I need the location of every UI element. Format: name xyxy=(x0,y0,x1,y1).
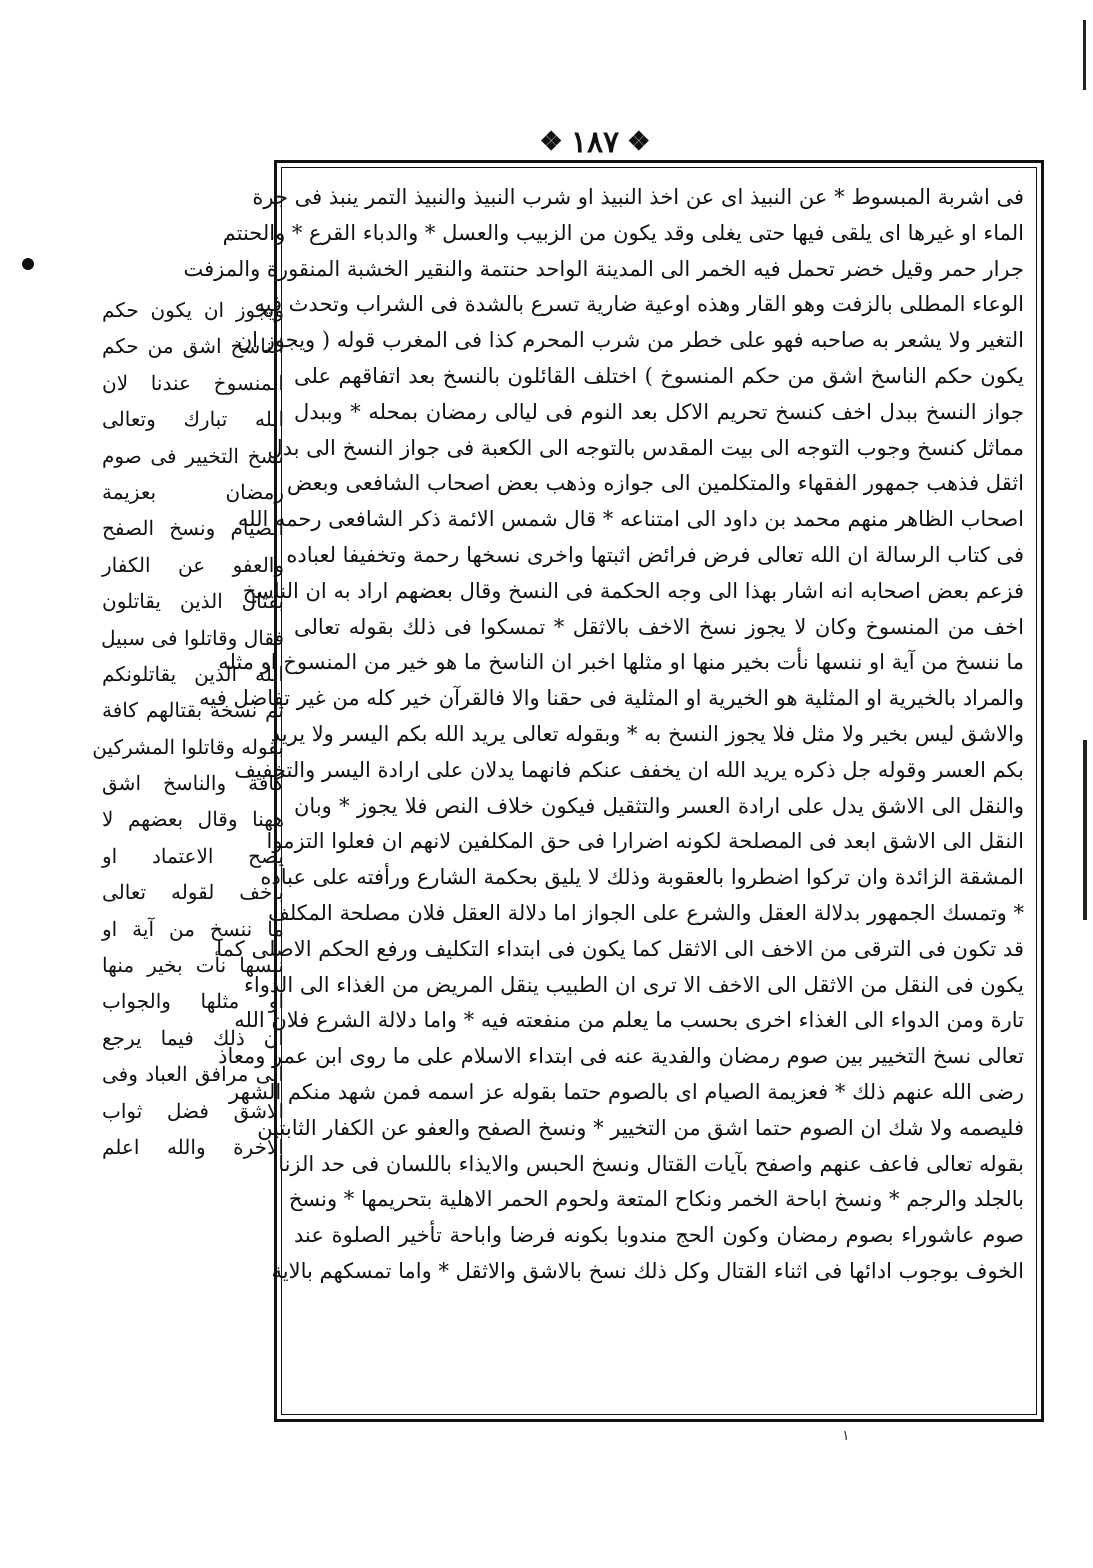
margin-text-line: الصيام ونسخ الصفح xyxy=(102,516,284,541)
main-text-line: تعالى نسخ التخيير بين صوم رمضان والفدية عنه فى ابتداء الاسلام على ما روى ابن عمر ومعاذ xyxy=(218,1044,1024,1069)
page-number: ١٨٧ xyxy=(570,124,620,160)
margin-text-line: فقال وقاتلوا فى سبيل xyxy=(101,625,284,650)
margin-text-line: الاخرة والله اعلم xyxy=(102,1134,284,1159)
margin-text-line: يصح الاعتماد او xyxy=(102,843,284,868)
main-text-line: والنقل الى الاشق يدل على ارادة العسر والتثقيل فيكون خلاف النص فلا يجوز * وبان xyxy=(294,793,1024,818)
main-text-line: ما ننسخ من آية او ننسها نأت بخير منها او مثلها اخبر ان الناسخ ما هو خير من المنسوخ او مثله xyxy=(218,650,1024,675)
main-text-line: التغير ولا يشعر به صاحبه فهو على خطر من شرب المحرم كذا فى المغرب قوله ( ويجوز ان xyxy=(236,328,1024,353)
margin-text-line: ههنا وقال بعضهم لا xyxy=(102,807,284,832)
main-text-line: صوم عاشوراء بصوم رمضان وكون الحج مندوبا بكونه فرضا واباحة تأخير الصلوة عند xyxy=(294,1223,1024,1248)
margin-text-line: والعفو عن الكفار xyxy=(102,552,284,577)
margin-text-line: ثم نسخه بقتالهم كافة xyxy=(102,698,284,723)
margin-text-line: الله الذين يقاتلونكم xyxy=(102,661,284,686)
main-text-line: بقوله تعالى فاعف عنهم واصفح بآيات القتال ونسخ الحبس والايذاء باللسان فى حد الزنا xyxy=(278,1151,1024,1176)
margin-commentary xyxy=(92,292,284,1252)
main-text-line: فزعم بعض اصحابه انه اشار بهذا الى وجه الحكمة فى النسخ وقال بعضهم اراد به ان الناسخ xyxy=(242,578,1024,603)
margin-text-line: ويجوز ان يكون حكم xyxy=(102,298,284,322)
bottom-mark: ١ xyxy=(842,1428,850,1444)
main-text-line: يكون حكم الناسخ اشق من حكم المنسوخ ) اختلف القائلون بالنسخ بعد اتفاقهم على xyxy=(294,363,1024,388)
margin-text-line: او مثلها والجواب xyxy=(102,989,284,1014)
main-text-line: الخوف بوجوب ادائها فى اثناء القتال وكل ذلك نسخ بالاشق والاثقل * واما تمسكهم بالاية xyxy=(271,1258,1024,1283)
main-text-line: المشقة الزائدة وان تركوا اضطروا بالعقوبة وذلك لا يليق بحكمة الشارع ورأفته على عباده xyxy=(260,865,1024,890)
ornament-icon: ❖ xyxy=(539,127,563,157)
main-text-line: والمراد بالخيرية او المثلية هو الخيرية او المثلية فى حقنا والا فالقرآن خير كله من غير تفاضل فيه xyxy=(199,686,1024,711)
margin-text-line: المنسوخ عندنا لان xyxy=(102,370,284,395)
margin-text-line: ما ننسخ من آية او xyxy=(102,916,284,941)
margin-text-line: الاشق فضل ثواب xyxy=(102,1098,284,1123)
main-text-line: يكون فى النقل من الاثقل الى الاخف الا ترى ان الطبيب ينقل المريض من الغذاء الى الدواء xyxy=(244,972,1024,997)
margin-text-line: رمضان بعزيمة xyxy=(102,479,284,504)
edge-rule-top xyxy=(1083,20,1086,90)
margin-text-line: الى مرافق العباد وفى xyxy=(102,1062,284,1087)
main-text-line: جرار حمر وقيل خضر تحمل فيه الخمر الى المدينة الواحد حنتمة والنقير الخشبة المنقورة والمزفت xyxy=(183,256,1024,281)
main-text-line: قد تكون فى الترقى من الاخف الى الاثقل كما يكون فى ابتداء التكليف ورفع الحكم الاصلى كما xyxy=(216,936,1024,961)
main-text-line: تارة ومن الدواء الى الغذاء اخرى بحسب ما يعلم من منفعته فيه * واما دلالة الشرع فلان الله xyxy=(234,1008,1024,1033)
margin-text-line: ننسها نأت بخير منها xyxy=(102,953,284,978)
margin-text-line: الله تبارك وتعالى xyxy=(102,407,284,432)
margin-text-line: باخف لقوله تعالى xyxy=(102,880,284,905)
main-text-line: اصحاب الظاهر منهم محمد بن داود الى امتناعه * قال شمس الائمة ذكر الشافعى رحمه الله xyxy=(237,507,1024,532)
margin-text-line: بقتال الذين يقاتلون xyxy=(102,589,284,614)
main-text-line: جواز النسخ ببدل اخف كنسخ تحريم الاكل بعد النوم فى ليالى رمضان بمحله * وببدل xyxy=(294,399,1024,424)
main-text-line: الوعاء المطلى بالزفت وهو القار وهذه اوعية ضارية تسرع بالشدة فى الشراب وتحدث فيه xyxy=(254,292,1024,317)
edge-rule-middle xyxy=(1083,740,1087,920)
main-text-line: مماثل كنسخ وجوب التوجه الى بيت المقدس بالتوجه الى الكعبة فى جواز النسخ الى بدل xyxy=(267,435,1024,460)
main-text-line: اثقل فذهب جمهور الفقهاء والمتكلمين الى جوازه وذهب بعض اصحاب الشافعى وبعض xyxy=(286,471,1024,496)
main-text-line: فى كتاب الرسالة ان الله تعالى فرض فرائض اثبتها واخرى نسخها رحمة وتخفيفا لعباده xyxy=(286,542,1024,567)
ink-dot xyxy=(22,258,34,270)
main-text-line: النقل الى الاشق ابعد فى المصلحة لكونه اضرارا فى حق المكلفين لانهم ان فعلوا التزموا xyxy=(266,829,1024,854)
margin-text-line: كافة والناسخ اشق xyxy=(102,771,284,796)
page-number-header xyxy=(480,120,710,164)
main-text-line: رضى الله عنهم ذلك * فعزيمة الصيام اى بالصوم حتما بقوله عز اسمه فمن شهد منكم الشهر xyxy=(229,1079,1024,1104)
margin-text-line: الناسخ اشق من حكم xyxy=(102,334,284,359)
margin-text-line: بقوله وقاتلوا المشركين xyxy=(92,734,284,759)
ornament-icon: ❖ xyxy=(627,127,651,157)
main-text-line: الماء او غيرها اى يلقى فيها حتى يغلى وقد يكون من الزبيب والعسل * والدباء القرع * والحنتم xyxy=(222,220,1024,245)
main-text-line: * وتمسك الجمهور بدلالة العقل والشرع على الجواز اما دلالة العقل فلان مصلحة المكلف xyxy=(268,900,1024,925)
margin-text-line: نسخ التخيير فى صوم xyxy=(102,443,284,468)
main-text-line: فى اشربة المبسوط * عن النبيذ اى عن اخذ النبيذ او شرب النبيذ والنبيذ التمر ينبذ فى جرة xyxy=(252,185,1024,209)
main-text-line: فليصمه ولا شك ان الصوم حتما اشق من التخيير * ونسخ الصفح والعفو عن الكفار الثابتين xyxy=(257,1115,1024,1140)
main-text-line: اخف من المنسوخ وكان لا يجوز نسخ الاخف بالاثقل * تمسكوا فى ذلك بقوله تعالى xyxy=(294,614,1024,639)
main-text-line: بكم العسر وقوله جل ذكره يريد الله ان يخفف عنكم فانهما يدلان على ارادة اليسر والتخفيف xyxy=(234,757,1024,782)
main-text-line: بالجلد والرجم * ونسخ اباحة الخمر ونكاح المتعة ولحوم الحمر الاهلية بتحريمها * ونسخ xyxy=(288,1187,1024,1212)
main-text-line: والاشق ليس بخير ولا مثل فلا يجوز النسخ به * وبقوله تعالى يريد الله بكم اليسر ولا يريد xyxy=(270,721,1024,746)
margin-text-line: ان ذلك فيما يرجع xyxy=(102,1025,284,1050)
